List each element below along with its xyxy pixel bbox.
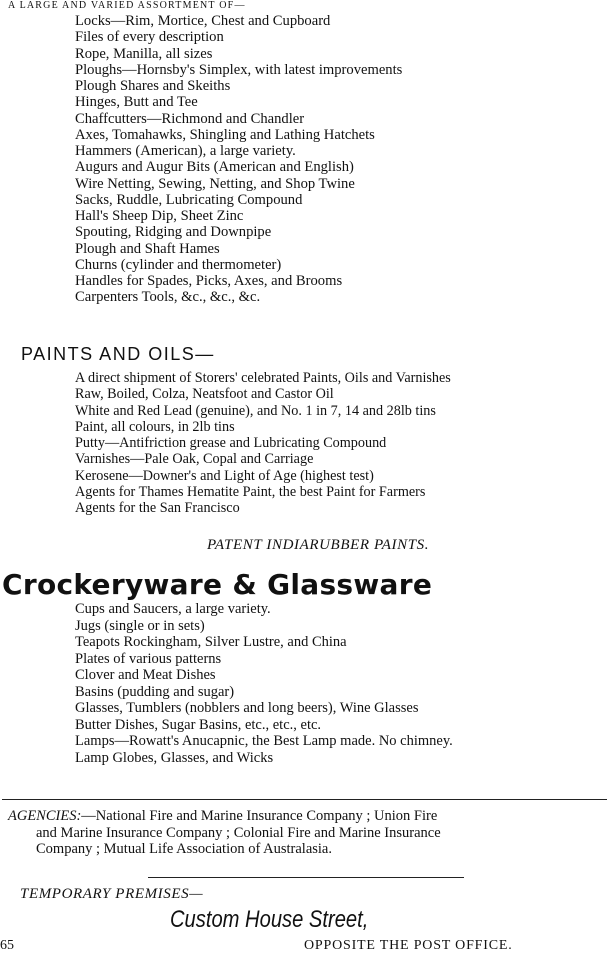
hardware-item: Hall's Sheep Dip, Sheet Zinc [75,208,244,224]
paints-item: Agents for Thames Hematite Paint, the best Paint for Farmers [75,484,426,501]
indiarubber-subnote: PATENT INDIARUBBER PAINTS. [207,537,430,553]
hardware-item: Augurs and Augur Bits (American and English) [75,159,354,176]
hardware-item: Hinges, Butt and Tee [75,94,198,111]
paints-item: A direct shipment of Storers' celebrated Paints, Oils and Varnishes [75,370,451,386]
paints-item: Paint, all colours, in 2lb tins [75,418,235,435]
hardware-item: Sacks, Ruddle, Lubricating Compound [75,191,303,208]
hardware-item: Handles for Spades, Picks, Axes, and Brooms [75,273,343,289]
hardware-item: Carpenters Tools, &c., &c., &c. [75,289,261,306]
hardware-item: Hammers (American), a large variety. [75,143,296,159]
crockery-item: Basins (pudding and sugar) [75,683,235,700]
hardware-item: Rope, Manilla, all sizes [75,45,213,62]
agencies-label: AGENCIES: [8,808,82,824]
paints-item: White and Red Lead (genuine), and No. 1 in 7, 14 and 28lb tins [75,402,436,419]
crockery-item: Teapots Rockingham, Silver Lustre, and China [75,634,347,650]
agencies-line-2: and Marine Insurance Company ; Colonial Fire and Marine Insurance [36,824,441,841]
hardware-item: Wire Netting, Sewing, Netting, and Shop Twine [75,175,355,192]
hardware-item: Files of every description [75,29,224,46]
street-name: Custom House Street, [170,906,369,933]
crockery-item: Butter Dishes, Sugar Basins, etc., etc., etc. [75,716,322,733]
paints-item: Kerosene—Downer's and Light of Age (highest test) [75,467,374,484]
hardware-item: Ploughs—Hornsby's Simplex, with latest improvements [75,61,403,78]
crockery-item: Jugs (single or in sets) [75,617,205,634]
paints-item: Putty—Antifriction grease and Lubricating Compound [75,435,387,452]
crockery-item: Cups and Saucers, a large variety. [75,601,271,617]
crockery-item: Clover and Meat Dishes [75,667,216,683]
agencies-line-1-text: —National Fire and Marine Insurance Company ; Union Fire [81,808,438,824]
hardware-item: Locks—Rim, Mortice, Chest and Cupboard [75,13,331,29]
hardware-item: Plough Shares and Skeiths [75,78,231,94]
temporary-premises: TEMPORARY PREMISES— [20,886,204,902]
paints-item: Agents for the San Francisco [75,500,240,517]
crockery-item: Lamp Globes, Glasses, and Wicks [75,749,274,766]
assortment-header: A LARGE AND VARIED ASSORTMENT OF— [8,0,246,11]
paints-item: Varnishes—Pale Oak, Copal and Carriage [75,451,314,468]
crockery-item: Glasses, Tumblers (nobblers and long beers), Wine Glasses [75,700,419,716]
hardware-item: Spouting, Ridging and Downpipe [75,224,272,241]
page-number: 65 [0,938,14,953]
agencies-paragraph [8,808,608,858]
agencies-line-3: Company ; Mutual Life Association of Australasia. [36,841,332,857]
crockery-item: Plates of various patterns [75,650,222,667]
crockery-list [75,601,453,766]
crockery-item: Lamps—Rowatt's Anucapnic, the Best Lamp made. No chimney. [75,733,453,749]
agencies-line-1 [8,808,608,825]
paints-heading: PAINTS AND OILS— [21,344,215,364]
hardware-item: Churns (cylinder and thermometer) [75,256,282,273]
hardware-item: Plough and Shaft Hames [75,240,220,257]
divider-bottom [148,877,464,878]
hardware-list [75,13,402,306]
divider-top [2,799,607,800]
hardware-item: Axes, Tomahawks, Shingling and Lathing Hatchets [75,126,375,143]
hardware-item: Chaffcutters—Richmond and Chandler [75,110,305,127]
paints-list [75,370,451,517]
paints-item: Raw, Boiled, Colza, Neatsfoot and Castor Oil [75,386,334,403]
opposite-post-office: OPPOSITE THE POST OFFICE. [304,938,513,953]
crockery-heading: Crockeryware & Glassware [2,568,433,601]
